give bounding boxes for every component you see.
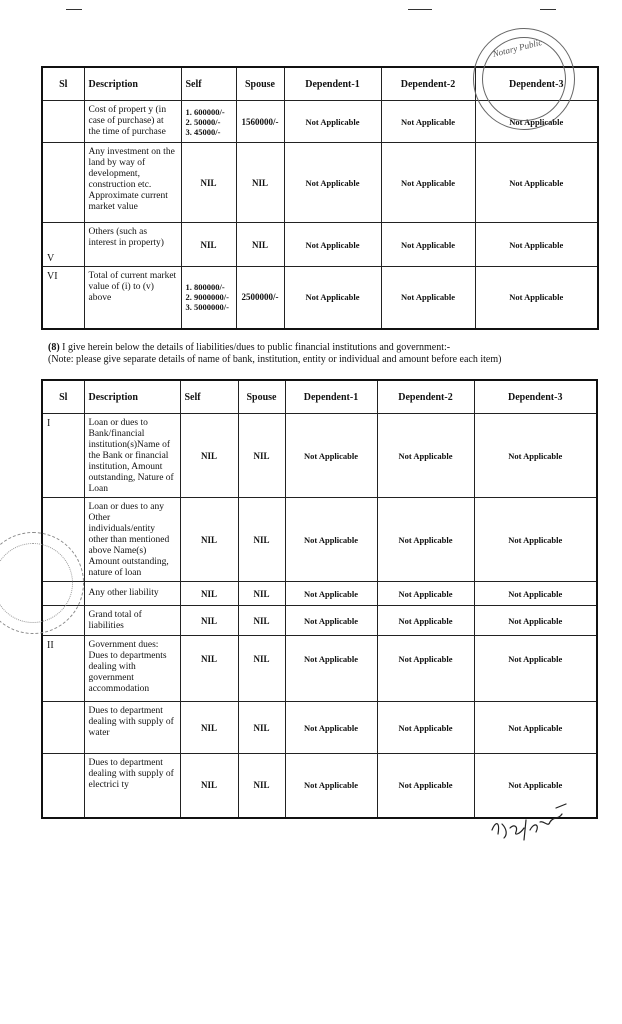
- cell-sl: [42, 101, 84, 143]
- cell-dependent-1: Not Applicable: [284, 143, 381, 223]
- col-dependent-1: Dependent-1: [285, 380, 377, 414]
- cell-dependent-1: Not Applicable: [285, 414, 377, 498]
- col-dependent-3: Dependent-3: [474, 380, 597, 414]
- cell-description: Dues to department dealing with supply of water: [84, 702, 180, 754]
- cell-spouse: 2500000/-: [236, 267, 284, 329]
- cell-spouse: NIL: [236, 223, 284, 267]
- col-dependent-2: Dependent-2: [377, 380, 474, 414]
- cell-dependent-2: Not Applicable: [381, 101, 475, 143]
- cell-dependent-1: Not Applicable: [284, 267, 381, 329]
- col-sl: Sl: [42, 380, 84, 414]
- table-row: [42, 223, 598, 267]
- cell-dependent-3: Not Applicable: [474, 636, 597, 702]
- cell-self: NIL: [181, 223, 236, 267]
- cell-description: Grand total of liabilities: [84, 606, 180, 636]
- cell-self: NIL: [180, 754, 238, 818]
- cell-dependent-1: Not Applicable: [285, 754, 377, 818]
- col-self: Self: [180, 380, 238, 414]
- table-row: [42, 636, 597, 702]
- cell-dependent-3: Not Applicable: [474, 702, 597, 754]
- cell-dependent-1: Not Applicable: [284, 101, 381, 143]
- cell-dependent-1: Not Applicable: [285, 636, 377, 702]
- cell-sl: II: [42, 636, 84, 702]
- cell-dependent-3: Not Applicable: [475, 223, 598, 267]
- col-description: Description: [84, 67, 181, 101]
- cell-self: NIL: [180, 636, 238, 702]
- cell-spouse: NIL: [236, 143, 284, 223]
- notary-stamp-label: Notary Public: [491, 37, 544, 59]
- col-description: Description: [84, 380, 180, 414]
- liabilities-table: [41, 379, 598, 819]
- section-number: (8): [48, 342, 60, 353]
- cell-description: Any investment on the land by way of development, construction etc. Approximate current market value: [84, 143, 181, 223]
- cell-description: Cost of propert y (in case of purchase) at the time of purchase: [84, 101, 181, 143]
- cell-dependent-2: Not Applicable: [377, 498, 474, 582]
- cell-dependent-2: Not Applicable: [381, 223, 475, 267]
- cell-dependent-2: Not Applicable: [377, 606, 474, 636]
- cell-dependent-3: Not Applicable: [475, 267, 598, 329]
- cell-spouse: NIL: [238, 636, 285, 702]
- cell-self: NIL: [181, 143, 236, 223]
- cell-dependent-3: Not Applicable: [474, 606, 597, 636]
- col-sl: Sl: [42, 67, 84, 101]
- section-text: I give herein below the details of liabilities/dues to public financial institutions and government:-: [59, 342, 451, 353]
- cell-description: Loan or dues to Bank/financial institution(s)Name of the Bank or financial institution, Amount outstanding, Nature of Loan: [84, 414, 180, 498]
- section-8-statement: [48, 342, 450, 354]
- cell-dependent-1: Not Applicable: [285, 702, 377, 754]
- cell-spouse: NIL: [238, 582, 285, 606]
- cell-sl: I: [42, 414, 84, 498]
- cell-spouse: 1560000/-: [236, 101, 284, 143]
- table-row: [42, 143, 598, 223]
- cell-dependent-2: Not Applicable: [381, 267, 475, 329]
- cell-dependent-3: Not Applicable: [474, 754, 597, 818]
- cell-description: Government dues: Dues to departments dealing with government accommodation: [84, 636, 180, 702]
- cell-description: Others (such as interest in property): [84, 223, 181, 267]
- cell-self: NIL: [180, 498, 238, 582]
- cell-dependent-1: Not Applicable: [285, 582, 377, 606]
- top-rule-left: [66, 9, 82, 10]
- section-8-note: (Note: please give separate details of name of bank, institution, entity or individual and amount before each item): [48, 354, 502, 365]
- cell-dependent-3: Not Applicable: [475, 143, 598, 223]
- cell-dependent-1: Not Applicable: [284, 223, 381, 267]
- cell-dependent-3: Not Applicable: [474, 498, 597, 582]
- cell-dependent-2: Not Applicable: [377, 636, 474, 702]
- cell-spouse: NIL: [238, 754, 285, 818]
- table-row: [42, 702, 597, 754]
- cell-spouse: NIL: [238, 498, 285, 582]
- cell-dependent-3: Not Applicable: [474, 414, 597, 498]
- cell-sl: [42, 702, 84, 754]
- cell-sl: V: [42, 223, 84, 267]
- signature: [488, 800, 578, 850]
- cell-dependent-2: Not Applicable: [377, 702, 474, 754]
- table-row: [42, 414, 597, 498]
- cell-spouse: NIL: [238, 702, 285, 754]
- col-spouse: Spouse: [236, 67, 284, 101]
- cell-description: Total of current market value of (i) to (v) above: [84, 267, 181, 329]
- cell-dependent-2: Not Applicable: [377, 414, 474, 498]
- table-row: [42, 267, 598, 329]
- cell-dependent-2: Not Applicable: [381, 143, 475, 223]
- cell-dependent-1: Not Applicable: [285, 498, 377, 582]
- cell-description: Any other liability: [84, 582, 180, 606]
- cell-self: NIL: [180, 582, 238, 606]
- cell-dependent-2: Not Applicable: [377, 582, 474, 606]
- cell-self: NIL: [180, 414, 238, 498]
- cell-self: 1. 600000/- 2. 50000/- 3. 45000/-: [181, 101, 236, 143]
- liabilities-table-header: [42, 380, 597, 414]
- notary-stamp-left-inner-ring: [0, 543, 73, 623]
- col-dependent-2: Dependent-2: [381, 67, 475, 101]
- col-spouse: Spouse: [238, 380, 285, 414]
- cell-spouse: NIL: [238, 606, 285, 636]
- table-row: [42, 498, 597, 582]
- cell-dependent-3: Not Applicable: [474, 582, 597, 606]
- cell-self: 1. 800000/- 2. 9000000/- 3. 5000000/-: [181, 267, 236, 329]
- col-dependent-1: Dependent-1: [284, 67, 381, 101]
- cell-self: NIL: [180, 702, 238, 754]
- cell-sl: [42, 143, 84, 223]
- cell-description: Loan or dues to any Other individuals/entity other than mentioned above Name(s) Amount outstanding, nature of loan: [84, 498, 180, 582]
- cell-dependent-2: Not Applicable: [377, 754, 474, 818]
- top-rule-center: [408, 9, 432, 10]
- cell-description: Dues to department dealing with supply of electrici ty: [84, 754, 180, 818]
- cell-sl: [42, 754, 84, 818]
- col-dependent-3: Dependent-3: [475, 67, 598, 101]
- cell-dependent-1: Not Applicable: [285, 606, 377, 636]
- top-rule-right: [540, 9, 556, 10]
- cell-self: NIL: [180, 606, 238, 636]
- notary-stamp-top: [473, 28, 575, 130]
- table-row: [42, 606, 597, 636]
- cell-dependent-3: Not Applicable: [475, 101, 598, 143]
- cell-spouse: NIL: [238, 414, 285, 498]
- cell-sl: VI: [42, 267, 84, 329]
- col-self: Self: [181, 67, 236, 101]
- table-row: [42, 582, 597, 606]
